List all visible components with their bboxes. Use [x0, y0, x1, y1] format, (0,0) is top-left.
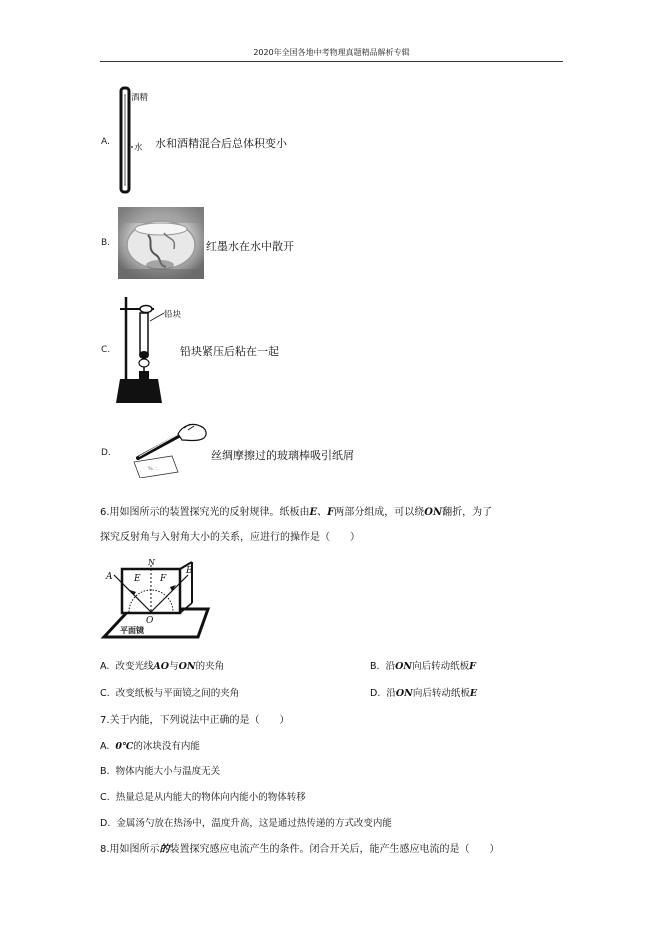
water-label: 水: [134, 143, 143, 153]
q6-stem-line1: 6.用如图所示的装置探究光的反射规律。纸板由E、F两部分组成，可以绕ON翻折，为了: [100, 507, 493, 518]
svg-text:A: A: [106, 572, 113, 582]
q5-option-d-text: 丝绸摩擦过的玻璃棒吸引纸屑: [211, 449, 354, 462]
q8-stem: 8.用如图所示的装置探究感应电流产生的条件。闭合开关后，能产生感应电流的是（ ）: [100, 844, 500, 855]
lead-block-label: 铅块: [164, 310, 182, 320]
q6-option-a: A. 改变光线AO与ON的夹角: [100, 661, 225, 672]
ink-photo: [118, 207, 204, 279]
tube-figure: [114, 86, 160, 196]
q7-option-a: A. 0℃的冰块没有内能: [100, 741, 200, 752]
q5-option-c-letter: C.: [101, 345, 111, 355]
lead-block-figure: [114, 289, 186, 407]
q6-stem-line2: 探究反射角与入射角大小的关系，应进行的操作是（ ）: [100, 532, 360, 543]
svg-text:% ∴: % ∴: [148, 466, 158, 472]
q5-option-d-letter: D.: [101, 448, 111, 458]
q7-option-d: D. 金属汤勺放在热汤中，温度升高，这是通过热传递的方式改变内能: [100, 818, 392, 829]
glass-rod-figure: [120, 418, 212, 478]
q6-option-d: D. 沿ON向后转动纸板E: [370, 688, 478, 699]
header-divider: [100, 61, 563, 62]
q7-stem: 7.关于内能，下列说法中正确的是（ ）: [100, 715, 290, 726]
svg-text:N: N: [148, 558, 155, 567]
q6-option-c: C. 改变纸板与平面镜之间的夹角: [100, 688, 240, 699]
q5-option-a-letter: A.: [101, 137, 110, 147]
svg-text:F: F: [160, 574, 167, 584]
svg-text:E: E: [134, 574, 141, 584]
q7-option-c: C. 热量总是从内能大的物体向内能小的物体转移: [100, 792, 306, 803]
reflection-apparatus-figure: [100, 557, 212, 643]
alcohol-label: 酒精: [131, 93, 149, 103]
q5-option-c-text: 铅块紧压后粘在一起: [180, 345, 279, 358]
q5-option-a-text: 水和酒精混合后总体积变小: [155, 137, 287, 150]
svg-text:B: B: [186, 566, 193, 576]
svg-text:平面镜: 平面镜: [120, 625, 144, 635]
q5-option-b-text: 红墨水在水中散开: [206, 240, 294, 253]
q7-option-b: B. 物体内能大小与温度无关: [100, 766, 221, 777]
svg-text:O: O: [146, 616, 154, 626]
q6-option-b: B. 沿ON向后转动纸板F: [370, 661, 476, 672]
q5-option-b-letter: B.: [101, 238, 111, 248]
page-header: 2020年全国各地中考物理真题精品解析专辑: [253, 48, 410, 57]
